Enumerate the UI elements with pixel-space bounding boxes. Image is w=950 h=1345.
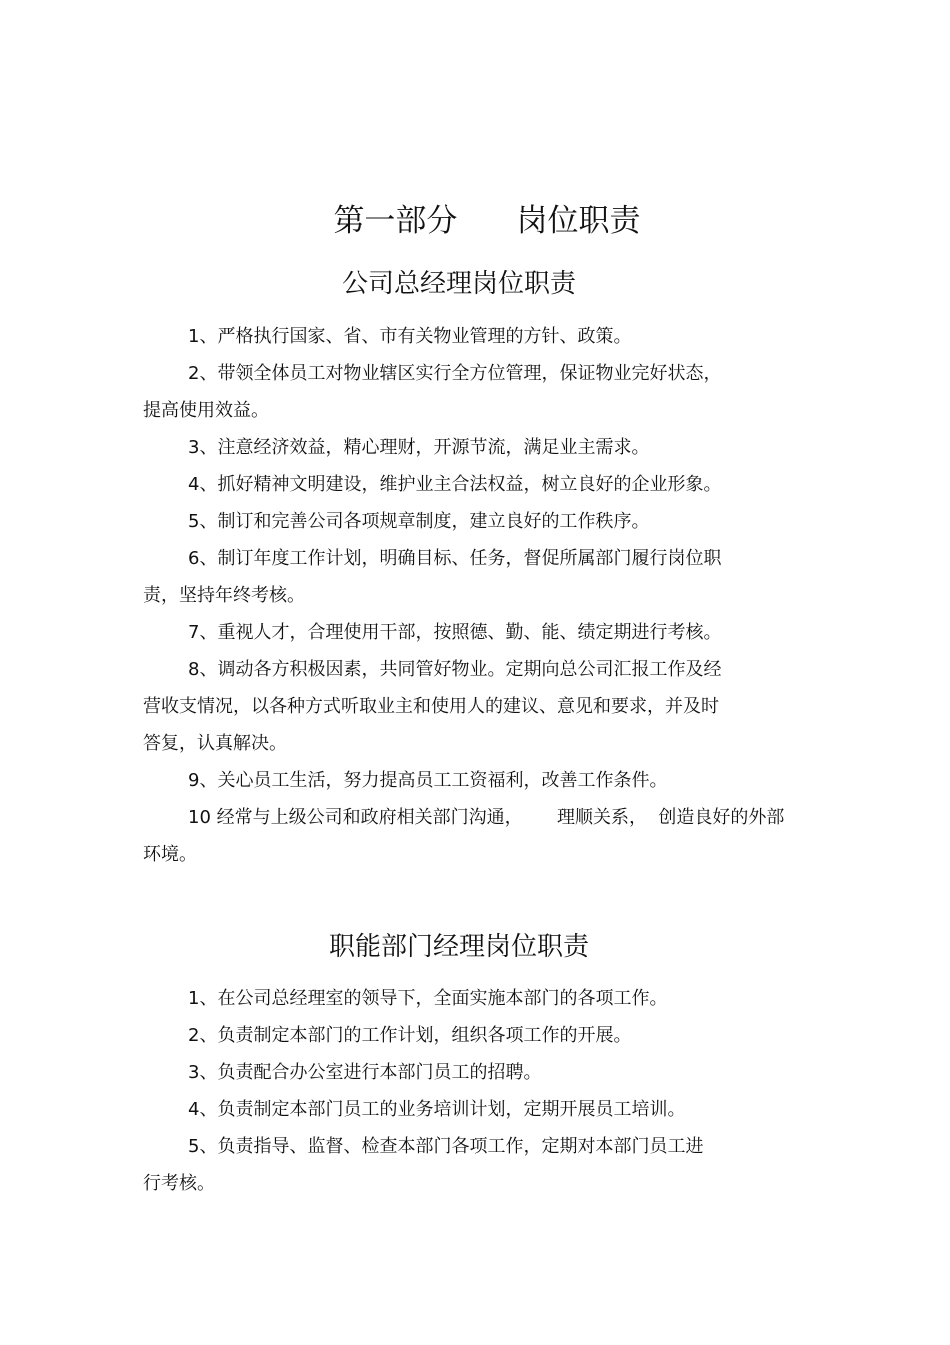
item-line: 4、抓好精神文明建设，维护业主合法权益，树立良好的企业形象。 — [188, 474, 722, 495]
list-item — [143, 1017, 803, 1054]
list-item — [143, 540, 803, 614]
item-line: 环境。 — [143, 844, 197, 865]
item-line: 3、注意经济效益，精心理财，开源节流，满足业主需求。 — [188, 437, 650, 458]
list-item — [143, 466, 803, 503]
list-item — [143, 651, 803, 762]
item-line: 行考核。 — [143, 1173, 215, 1194]
item-line: 6、制订年度工作计划，明确目标、任务，督促所属部门履行岗位职 — [188, 548, 722, 569]
item-line: 8、调动各方积极因素，共同管好物业。定期向总公司汇报工作及经 — [188, 659, 722, 680]
item-line: 9、关心员工生活，努力提高员工工资福利，改善工作条件。 — [188, 770, 668, 791]
section-heading-department-manager: 职能部门经理岗位职责 — [328, 932, 589, 962]
list-item — [143, 355, 803, 429]
item-line: 1、在公司总经理室的领导下，全面实施本部门的各项工作。 — [188, 988, 668, 1009]
item-line: 2、带领全体员工对物业辖区实行全方位管理，保证物业完好状态， — [188, 363, 722, 384]
list-item — [143, 429, 803, 466]
item-line: 5、负责指导、监督、检查本部门各项工作，定期对本部门员工进 — [188, 1136, 704, 1157]
item-line: 10 经常与上级公司和政府相关部门沟通， 理顺关系， 创造良好的外部 — [188, 807, 785, 828]
item-line: 7、重视人才，合理使用干部，按照德、勤、能、绩定期进行考核。 — [188, 622, 722, 643]
list-item — [143, 1054, 803, 1091]
list-item — [143, 980, 803, 1017]
item-line: 3、负责配合办公室进行本部门员工的招聘。 — [188, 1062, 542, 1083]
item-line: 提高使用效益。 — [143, 400, 269, 421]
item-line: 5、制订和完善公司各项规章制度，建立良好的工作秩序。 — [188, 511, 650, 532]
item-line: 4、负责制定本部门员工的业务培训计划，定期开展员工培训。 — [188, 1099, 686, 1120]
list-item — [143, 503, 803, 540]
list-item — [143, 318, 803, 355]
list-item — [143, 1128, 803, 1202]
item-line: 2、负责制定本部门的工作计划，组织各项工作的开展。 — [188, 1025, 632, 1046]
item-line: 答复，认真解决。 — [143, 733, 287, 754]
item-line: 营收支情况，以各种方式听取业主和使用人的建议、意见和要求，并及时 — [143, 696, 719, 717]
item-line: 责，坚持年终考核。 — [143, 585, 305, 606]
page-title: 第一部分 岗位职责 — [333, 203, 641, 239]
list-item — [143, 1091, 803, 1128]
list-item — [143, 762, 803, 799]
list-item — [143, 614, 803, 651]
list-item — [143, 799, 803, 873]
section-heading-general-manager: 公司总经理岗位职责 — [341, 269, 576, 299]
item-line: 1、严格执行国家、省、市有关物业管理的方针、政策。 — [188, 326, 632, 347]
